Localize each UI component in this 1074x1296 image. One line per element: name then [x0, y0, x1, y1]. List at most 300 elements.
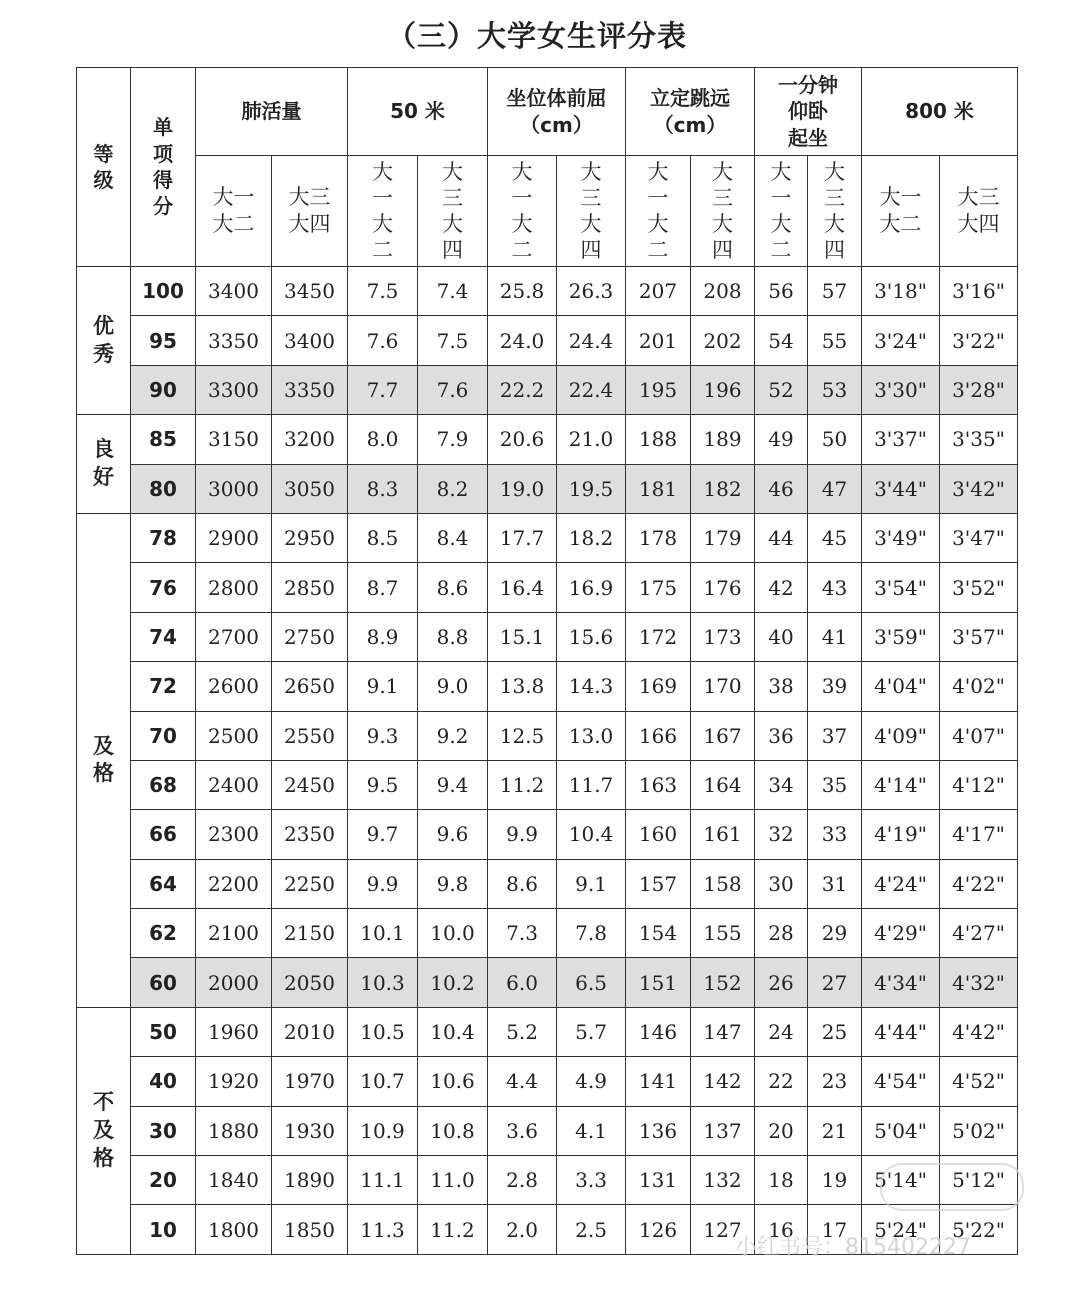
table-row [77, 810, 1018, 859]
points-cell: 72 [131, 662, 196, 711]
table-row [77, 760, 1018, 809]
year-header-situps-1: 大 一 大 二 [755, 156, 808, 267]
value-cell: 33 [808, 810, 862, 859]
value-cell: 31 [808, 859, 862, 908]
table-row [77, 1156, 1018, 1205]
value-cell: 175 [626, 563, 691, 612]
value-cell: 3000 [196, 464, 272, 513]
watermark-logo [880, 1163, 1024, 1211]
points-cell: 60 [131, 958, 196, 1007]
value-cell: 55 [808, 316, 862, 365]
value-cell: 4'09" [862, 711, 940, 760]
value-cell: 2050 [272, 958, 348, 1007]
value-cell: 50 [808, 415, 862, 464]
value-cell: 17.7 [488, 513, 557, 562]
value-cell: 25.8 [488, 267, 557, 316]
table-row [77, 1007, 1018, 1056]
year-header-sit-reach-1: 大 一 大 二 [488, 156, 557, 267]
value-cell: 1930 [272, 1106, 348, 1155]
value-cell: 4.9 [557, 1057, 626, 1106]
value-cell: 11.1 [348, 1156, 418, 1205]
value-cell: 166 [626, 711, 691, 760]
value-cell: 26 [755, 958, 808, 1007]
value-cell: 3'37" [862, 415, 940, 464]
value-cell: 2010 [272, 1007, 348, 1056]
value-cell: 16.9 [557, 563, 626, 612]
value-cell: 2000 [196, 958, 272, 1007]
value-cell: 10.6 [418, 1057, 488, 1106]
value-cell: 3050 [272, 464, 348, 513]
value-cell: 27 [808, 958, 862, 1007]
value-cell: 141 [626, 1057, 691, 1106]
value-cell: 18.2 [557, 513, 626, 562]
value-cell: 10.2 [418, 958, 488, 1007]
value-cell: 11.0 [418, 1156, 488, 1205]
value-cell: 34 [755, 760, 808, 809]
header-row-events [77, 68, 1018, 156]
value-cell: 49 [755, 415, 808, 464]
event-header-50m: 50 米 [348, 68, 488, 156]
value-cell: 40 [755, 612, 808, 661]
value-cell: 4'02" [940, 662, 1018, 711]
value-cell: 1840 [196, 1156, 272, 1205]
value-cell: 5.7 [557, 1007, 626, 1056]
value-cell: 3200 [272, 415, 348, 464]
value-cell: 56 [755, 267, 808, 316]
value-cell: 2.5 [557, 1205, 626, 1254]
value-cell: 15.1 [488, 612, 557, 661]
value-cell: 12.5 [488, 711, 557, 760]
value-cell: 47 [808, 464, 862, 513]
value-cell: 9.9 [488, 810, 557, 859]
value-cell: 26.3 [557, 267, 626, 316]
value-cell: 9.6 [418, 810, 488, 859]
value-cell: 10.1 [348, 909, 418, 958]
value-cell: 9.8 [418, 859, 488, 908]
value-cell: 8.2 [418, 464, 488, 513]
year-header-800m-2: 大三 大四 [940, 156, 1018, 267]
table-row [77, 711, 1018, 760]
value-cell: 4'34" [862, 958, 940, 1007]
value-cell: 44 [755, 513, 808, 562]
value-cell: 207 [626, 267, 691, 316]
event-header-lung: 肺活量 [196, 68, 348, 156]
value-cell: 164 [691, 760, 755, 809]
value-cell: 9.2 [418, 711, 488, 760]
points-cell: 62 [131, 909, 196, 958]
value-cell: 11.2 [488, 760, 557, 809]
value-cell: 24 [755, 1007, 808, 1056]
points-cell: 74 [131, 612, 196, 661]
header-row-years [77, 156, 1018, 267]
score-table [76, 67, 1018, 1255]
value-cell: 182 [691, 464, 755, 513]
value-cell: 4.1 [557, 1106, 626, 1155]
value-cell: 157 [626, 859, 691, 908]
year-header-long-jump-1: 大 一 大 二 [626, 156, 691, 267]
value-cell: 45 [808, 513, 862, 562]
value-cell: 10.3 [348, 958, 418, 1007]
value-cell: 35 [808, 760, 862, 809]
table-row [77, 612, 1018, 661]
value-cell: 17 [808, 1205, 862, 1254]
value-cell: 188 [626, 415, 691, 464]
value-cell: 22.4 [557, 365, 626, 414]
points-cell: 10 [131, 1205, 196, 1254]
value-cell: 2650 [272, 662, 348, 711]
value-cell: 46 [755, 464, 808, 513]
year-header-800m-1: 大一 大二 [862, 156, 940, 267]
points-cell: 68 [131, 760, 196, 809]
value-cell: 22 [755, 1057, 808, 1106]
value-cell: 4'04" [862, 662, 940, 711]
value-cell: 126 [626, 1205, 691, 1254]
value-cell: 142 [691, 1057, 755, 1106]
value-cell: 20 [755, 1106, 808, 1155]
value-cell: 3450 [272, 267, 348, 316]
value-cell: 8.6 [418, 563, 488, 612]
watermark-text: 小红书号：815402227 [735, 1235, 971, 1260]
value-cell: 30 [755, 859, 808, 908]
value-cell: 7.6 [418, 365, 488, 414]
value-cell: 3'18" [862, 267, 940, 316]
table-row [77, 859, 1018, 908]
value-cell: 195 [626, 365, 691, 414]
value-cell: 16 [755, 1205, 808, 1254]
value-cell: 4'24" [862, 859, 940, 908]
table-row [77, 267, 1018, 316]
value-cell: 152 [691, 958, 755, 1007]
value-cell: 4'07" [940, 711, 1018, 760]
value-cell: 2600 [196, 662, 272, 711]
points-cell: 95 [131, 316, 196, 365]
value-cell: 3400 [196, 267, 272, 316]
points-cell: 78 [131, 513, 196, 562]
year-header-lung-1: 大一 大二 [196, 156, 272, 267]
event-header-800m: 800 米 [862, 68, 1018, 156]
value-cell: 21 [808, 1106, 862, 1155]
value-cell: 22.2 [488, 365, 557, 414]
value-cell: 8.5 [348, 513, 418, 562]
value-cell: 9.4 [418, 760, 488, 809]
grade-label: 及 格 [77, 513, 131, 1007]
value-cell: 2.0 [488, 1205, 557, 1254]
value-cell: 2150 [272, 909, 348, 958]
value-cell: 36 [755, 711, 808, 760]
value-cell: 137 [691, 1106, 755, 1155]
table-row [77, 415, 1018, 464]
value-cell: 4'54" [862, 1057, 940, 1106]
value-cell: 7.8 [557, 909, 626, 958]
value-cell: 3350 [272, 365, 348, 414]
value-cell: 201 [626, 316, 691, 365]
value-cell: 13.0 [557, 711, 626, 760]
table-row [77, 662, 1018, 711]
value-cell: 21.0 [557, 415, 626, 464]
value-cell: 155 [691, 909, 755, 958]
value-cell: 24.0 [488, 316, 557, 365]
value-cell: 5'24" [862, 1205, 940, 1254]
value-cell: 11.7 [557, 760, 626, 809]
event-header-sit-reach: 坐位体前屈 （cm） [488, 68, 626, 156]
value-cell: 3'35" [940, 415, 1018, 464]
value-cell: 3'42" [940, 464, 1018, 513]
value-cell: 2400 [196, 760, 272, 809]
value-cell: 161 [691, 810, 755, 859]
year-header-lung-2: 大三 大四 [272, 156, 348, 267]
value-cell: 11.2 [418, 1205, 488, 1254]
value-cell: 2.8 [488, 1156, 557, 1205]
year-header-long-jump-2: 大 三 大 四 [691, 156, 755, 267]
value-cell: 189 [691, 415, 755, 464]
value-cell: 1920 [196, 1057, 272, 1106]
value-cell: 4'12" [940, 760, 1018, 809]
event-header-long-jump: 立定跳远 （cm） [626, 68, 755, 156]
value-cell: 2850 [272, 563, 348, 612]
value-cell: 179 [691, 513, 755, 562]
value-cell: 39 [808, 662, 862, 711]
table-row [77, 1057, 1018, 1106]
grade-header: 等 级 [77, 68, 131, 267]
value-cell: 4'19" [862, 810, 940, 859]
value-cell: 2100 [196, 909, 272, 958]
value-cell: 2200 [196, 859, 272, 908]
value-cell: 3'47" [940, 513, 1018, 562]
value-cell: 5'22" [940, 1205, 1018, 1254]
value-cell: 3'30" [862, 365, 940, 414]
value-cell: 2750 [272, 612, 348, 661]
value-cell: 131 [626, 1156, 691, 1205]
event-header-situps: 一分钟 仰卧 起坐 [755, 68, 862, 156]
value-cell: 2450 [272, 760, 348, 809]
table-row [77, 464, 1018, 513]
value-cell: 19 [808, 1156, 862, 1205]
value-cell: 170 [691, 662, 755, 711]
value-cell: 10.9 [348, 1106, 418, 1155]
value-cell: 3300 [196, 365, 272, 414]
value-cell: 3.3 [557, 1156, 626, 1205]
value-cell: 23 [808, 1057, 862, 1106]
value-cell: 57 [808, 267, 862, 316]
value-cell: 3'28" [940, 365, 1018, 414]
value-cell: 32 [755, 810, 808, 859]
value-cell: 3'24" [862, 316, 940, 365]
value-cell: 178 [626, 513, 691, 562]
value-cell: 19.5 [557, 464, 626, 513]
value-cell: 1800 [196, 1205, 272, 1254]
value-cell: 3'44" [862, 464, 940, 513]
value-cell: 5'02" [940, 1106, 1018, 1155]
value-cell: 9.1 [348, 662, 418, 711]
value-cell: 127 [691, 1205, 755, 1254]
value-cell: 151 [626, 958, 691, 1007]
value-cell: 169 [626, 662, 691, 711]
value-cell: 136 [626, 1106, 691, 1155]
value-cell: 1960 [196, 1007, 272, 1056]
value-cell: 29 [808, 909, 862, 958]
value-cell: 15.6 [557, 612, 626, 661]
points-header: 单 项 得 分 [131, 68, 196, 267]
value-cell: 7.6 [348, 316, 418, 365]
value-cell: 9.5 [348, 760, 418, 809]
points-cell: 50 [131, 1007, 196, 1056]
value-cell: 3'54" [862, 563, 940, 612]
points-cell: 100 [131, 267, 196, 316]
points-cell: 90 [131, 365, 196, 414]
value-cell: 154 [626, 909, 691, 958]
value-cell: 24.4 [557, 316, 626, 365]
table-row [77, 909, 1018, 958]
value-cell: 54 [755, 316, 808, 365]
value-cell: 10.4 [418, 1007, 488, 1056]
value-cell: 9.3 [348, 711, 418, 760]
value-cell: 8.9 [348, 612, 418, 661]
points-cell: 20 [131, 1156, 196, 1205]
value-cell: 160 [626, 810, 691, 859]
points-cell: 66 [131, 810, 196, 859]
value-cell: 7.9 [418, 415, 488, 464]
value-cell: 8.0 [348, 415, 418, 464]
value-cell: 13.8 [488, 662, 557, 711]
value-cell: 10.7 [348, 1057, 418, 1106]
value-cell: 18 [755, 1156, 808, 1205]
value-cell: 7.3 [488, 909, 557, 958]
value-cell: 1890 [272, 1156, 348, 1205]
points-cell: 85 [131, 415, 196, 464]
value-cell: 196 [691, 365, 755, 414]
value-cell: 7.5 [418, 316, 488, 365]
grade-label: 良 好 [77, 415, 131, 514]
year-header-situps-2: 大 三 大 四 [808, 156, 862, 267]
value-cell: 9.9 [348, 859, 418, 908]
points-cell: 76 [131, 563, 196, 612]
value-cell: 1970 [272, 1057, 348, 1106]
value-cell: 19.0 [488, 464, 557, 513]
value-cell: 5.2 [488, 1007, 557, 1056]
value-cell: 5'14" [862, 1156, 940, 1205]
value-cell: 8.6 [488, 859, 557, 908]
value-cell: 28 [755, 909, 808, 958]
value-cell: 132 [691, 1156, 755, 1205]
year-header-50m-1: 大 一 大 二 [348, 156, 418, 267]
value-cell: 52 [755, 365, 808, 414]
value-cell: 3'16" [940, 267, 1018, 316]
value-cell: 42 [755, 563, 808, 612]
value-cell: 176 [691, 563, 755, 612]
value-cell: 5'04" [862, 1106, 940, 1155]
score-table-body [77, 267, 1018, 1255]
table-row [77, 365, 1018, 414]
points-cell: 80 [131, 464, 196, 513]
value-cell: 10.4 [557, 810, 626, 859]
table-row [77, 316, 1018, 365]
points-cell: 64 [131, 859, 196, 908]
value-cell: 4'27" [940, 909, 1018, 958]
value-cell: 5'12" [940, 1156, 1018, 1205]
value-cell: 2800 [196, 563, 272, 612]
table-row [77, 513, 1018, 562]
value-cell: 4'52" [940, 1057, 1018, 1106]
value-cell: 37 [808, 711, 862, 760]
value-cell: 3'22" [940, 316, 1018, 365]
table-row [77, 958, 1018, 1007]
value-cell: 10.0 [418, 909, 488, 958]
year-header-sit-reach-2: 大 三 大 四 [557, 156, 626, 267]
value-cell: 2250 [272, 859, 348, 908]
value-cell: 1850 [272, 1205, 348, 1254]
value-cell: 163 [626, 760, 691, 809]
value-cell: 3'49" [862, 513, 940, 562]
table-row [77, 563, 1018, 612]
value-cell: 4'29" [862, 909, 940, 958]
year-header-50m-2: 大 三 大 四 [418, 156, 488, 267]
value-cell: 4'32" [940, 958, 1018, 1007]
value-cell: 8.3 [348, 464, 418, 513]
value-cell: 38 [755, 662, 808, 711]
value-cell: 2300 [196, 810, 272, 859]
value-cell: 8.4 [418, 513, 488, 562]
value-cell: 7.5 [348, 267, 418, 316]
value-cell: 9.7 [348, 810, 418, 859]
value-cell: 4'22" [940, 859, 1018, 908]
value-cell: 9.0 [418, 662, 488, 711]
value-cell: 3350 [196, 316, 272, 365]
grade-label: 优 秀 [77, 267, 131, 415]
value-cell: 4'17" [940, 810, 1018, 859]
value-cell: 2950 [272, 513, 348, 562]
value-cell: 16.4 [488, 563, 557, 612]
value-cell: 158 [691, 859, 755, 908]
value-cell: 1880 [196, 1106, 272, 1155]
value-cell: 6.0 [488, 958, 557, 1007]
value-cell: 172 [626, 612, 691, 661]
value-cell: 146 [626, 1007, 691, 1056]
value-cell: 3'57" [940, 612, 1018, 661]
value-cell: 3.6 [488, 1106, 557, 1155]
value-cell: 208 [691, 267, 755, 316]
value-cell: 14.3 [557, 662, 626, 711]
value-cell: 53 [808, 365, 862, 414]
value-cell: 8.8 [418, 612, 488, 661]
value-cell: 3'59" [862, 612, 940, 661]
points-cell: 40 [131, 1057, 196, 1106]
value-cell: 41 [808, 612, 862, 661]
value-cell: 10.8 [418, 1106, 488, 1155]
value-cell: 6.5 [557, 958, 626, 1007]
value-cell: 4'44" [862, 1007, 940, 1056]
points-cell: 30 [131, 1106, 196, 1155]
points-cell: 70 [131, 711, 196, 760]
value-cell: 181 [626, 464, 691, 513]
value-cell: 11.3 [348, 1205, 418, 1254]
table-row [77, 1106, 1018, 1155]
value-cell: 9.1 [557, 859, 626, 908]
value-cell: 10.5 [348, 1007, 418, 1056]
value-cell: 173 [691, 612, 755, 661]
value-cell: 7.4 [418, 267, 488, 316]
value-cell: 7.7 [348, 365, 418, 414]
value-cell: 8.7 [348, 563, 418, 612]
value-cell: 4.4 [488, 1057, 557, 1106]
page-title: （三）大学女生评分表 [386, 19, 687, 53]
value-cell: 4'42" [940, 1007, 1018, 1056]
value-cell: 2700 [196, 612, 272, 661]
value-cell: 2500 [196, 711, 272, 760]
value-cell: 3150 [196, 415, 272, 464]
value-cell: 2550 [272, 711, 348, 760]
value-cell: 3'52" [940, 563, 1018, 612]
value-cell: 20.6 [488, 415, 557, 464]
